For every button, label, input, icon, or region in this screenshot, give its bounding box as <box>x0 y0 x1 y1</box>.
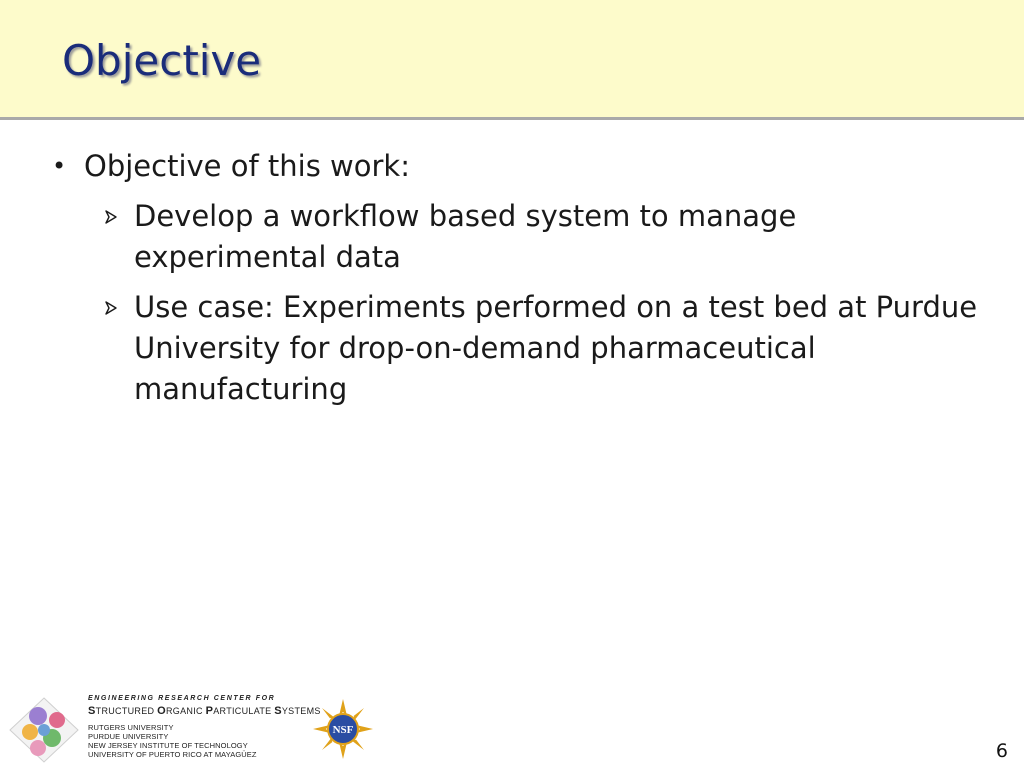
university-item: UNIVERSITY OF PUERTO RICO AT MAYAGÜEZ <box>88 750 257 759</box>
sub-bullet-item <box>104 196 982 278</box>
university-item: PURDUE UNIVERSITY <box>88 732 169 741</box>
erc-name-cap: P <box>205 705 214 717</box>
erc-molecule-logo-icon <box>8 696 80 764</box>
slide-content <box>52 146 982 419</box>
arrowhead-bullet-icon <box>104 287 134 315</box>
erc-name <box>88 704 328 719</box>
slide-footer <box>0 690 1024 768</box>
erc-header: ENGINEERING RESEARCH CENTER FOR <box>88 695 276 702</box>
university-item: RUTGERS UNIVERSITY <box>88 723 174 732</box>
university-item: NEW JERSEY INSTITUTE OF TECHNOLOGY <box>88 741 248 750</box>
sub-bullet-item <box>104 287 982 410</box>
university-list <box>88 723 328 759</box>
sub-bullet-text: Develop a workflow based system to manage experimental data <box>134 199 797 274</box>
page-number: 6 <box>995 740 1008 762</box>
bullet-item <box>52 146 982 186</box>
bullet-dot-icon: • <box>52 152 67 180</box>
slide-title: Objective <box>62 36 262 85</box>
bullet-text: Objective of this work: <box>84 149 410 183</box>
erc-name-rest: ARTICULATE <box>213 706 275 716</box>
erc-name-cap: S <box>274 705 282 717</box>
erc-name-rest: TRUCTURED <box>95 706 158 716</box>
erc-name-cap: O <box>157 705 166 717</box>
erc-name-rest: YSTEMS <box>281 706 321 716</box>
erc-name-rest: RGANIC <box>166 706 206 716</box>
nsf-logo-icon <box>312 698 374 760</box>
nsf-label: NSF <box>332 724 354 736</box>
erc-name-cap: S <box>88 705 96 717</box>
arrowhead-bullet-icon <box>104 196 134 224</box>
erc-text-block <box>88 694 328 759</box>
sub-bullet-text: Use case: Experiments performed on a test bed at Purdue University for drop-on-demand pharmaceutical manufacturing <box>134 290 978 406</box>
title-bar <box>0 0 1024 120</box>
